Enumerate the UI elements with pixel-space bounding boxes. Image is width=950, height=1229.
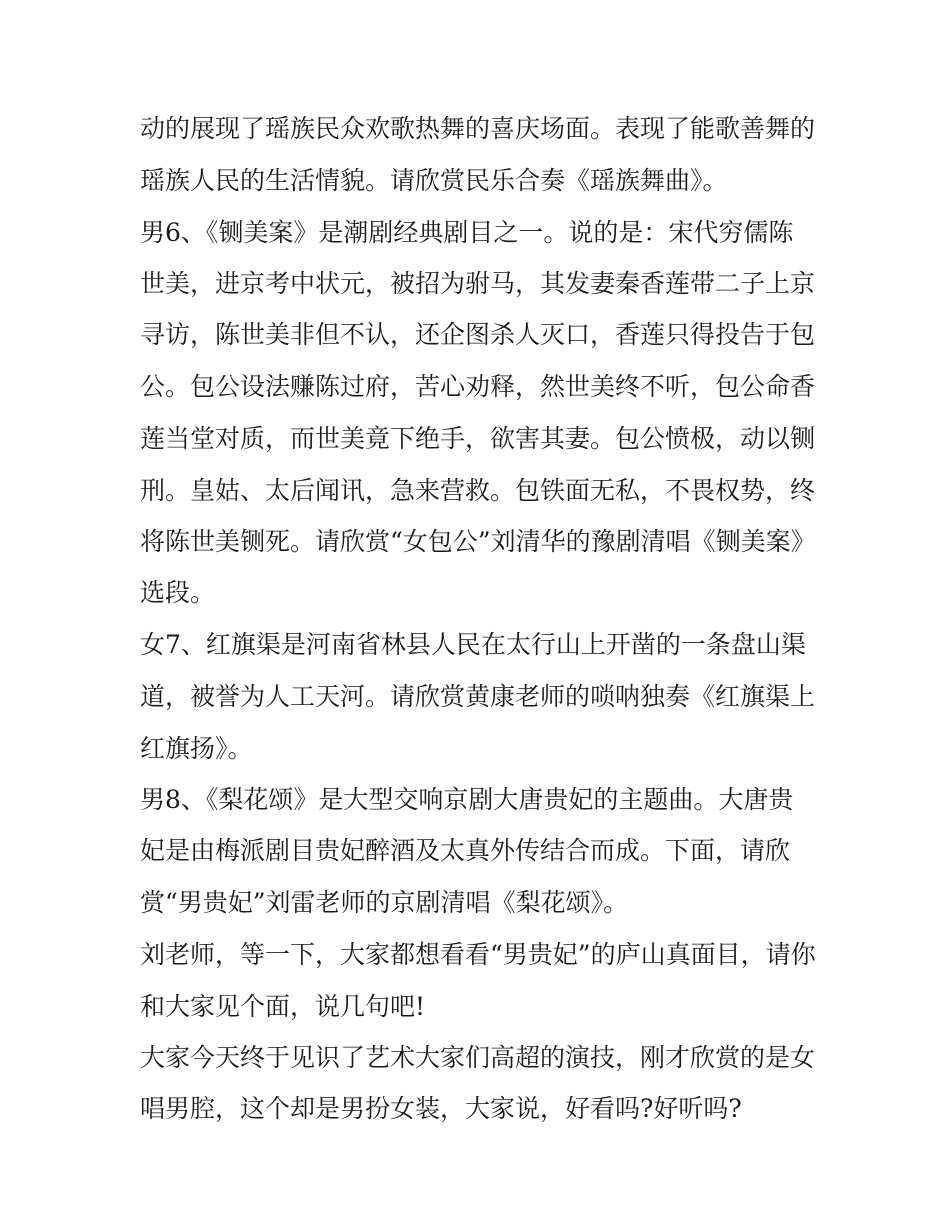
text-line: 红旗扬》。 <box>140 734 253 763</box>
text-line: 大家今天终于见识了艺术大家们高超的演技，刚才欣赏的是女 <box>140 1043 816 1072</box>
text-line: 动的展现了瑶族民众欢歌热舞的喜庆场面。表现了能歌善舞的 <box>140 114 816 143</box>
text-line: 公。包公设法赚陈过府，苦心劝释，然世美终不听，包公命香 <box>140 372 816 401</box>
text-line: 刑。皇姑、太后闻讯，急来营救。包铁面无私，不畏权势，终 <box>140 476 816 505</box>
text-line: 世美，进京考中状元，被招为驸马，其发妻秦香莲带二子上京 <box>140 269 816 298</box>
text-line: 莲当堂对质，而世美竟下绝手，欲害其妻。包公愤极，动以铡 <box>140 424 816 453</box>
text-line: 刘老师，等一下，大家都想看看“男贵妃”的庐山真面目，请你 <box>140 940 816 969</box>
text-line: 寻访，陈世美非但不认，还企图杀人灭口，香莲只得投告于包 <box>140 320 816 349</box>
text-line: 将陈世美铡死。请欣赏“女包公”刘清华的豫剧清唱《铡美案》 <box>140 527 816 556</box>
text-line: 选段。 <box>140 578 216 607</box>
text-line: 瑶族人民的生活情貌。请欣赏民乐合奏《瑶族舞曲》。 <box>140 166 728 195</box>
text-line: 唱男腔，这个却是男扮女装，大家说，好看吗?好听吗? <box>140 1094 742 1123</box>
text-line: 赏“男贵妃”刘雷老师的京剧清唱《梨花颂》。 <box>140 888 629 917</box>
text-line: 和大家见个面，说几句吧! <box>140 992 426 1021</box>
text-line: 男8、《梨花颂》是大型交响京剧大唐贵妃的主题曲。大唐贵 <box>140 785 794 814</box>
text-line: 妃是由梅派剧目贵妃醉酒及太真外传结合而成。下面，请欣 <box>140 836 791 865</box>
text-line: 道，被誉为人工天河。请欣赏黄康老师的唢呐独奏《红旗渠上 <box>140 682 816 711</box>
text-line: 女7、红旗渠是河南省林县人民在太行山上开凿的一条盘山渠 <box>140 630 806 659</box>
text-line: 男6、《铡美案》是潮剧经典剧目之一。说的是：宋代穷儒陈 <box>140 218 794 247</box>
